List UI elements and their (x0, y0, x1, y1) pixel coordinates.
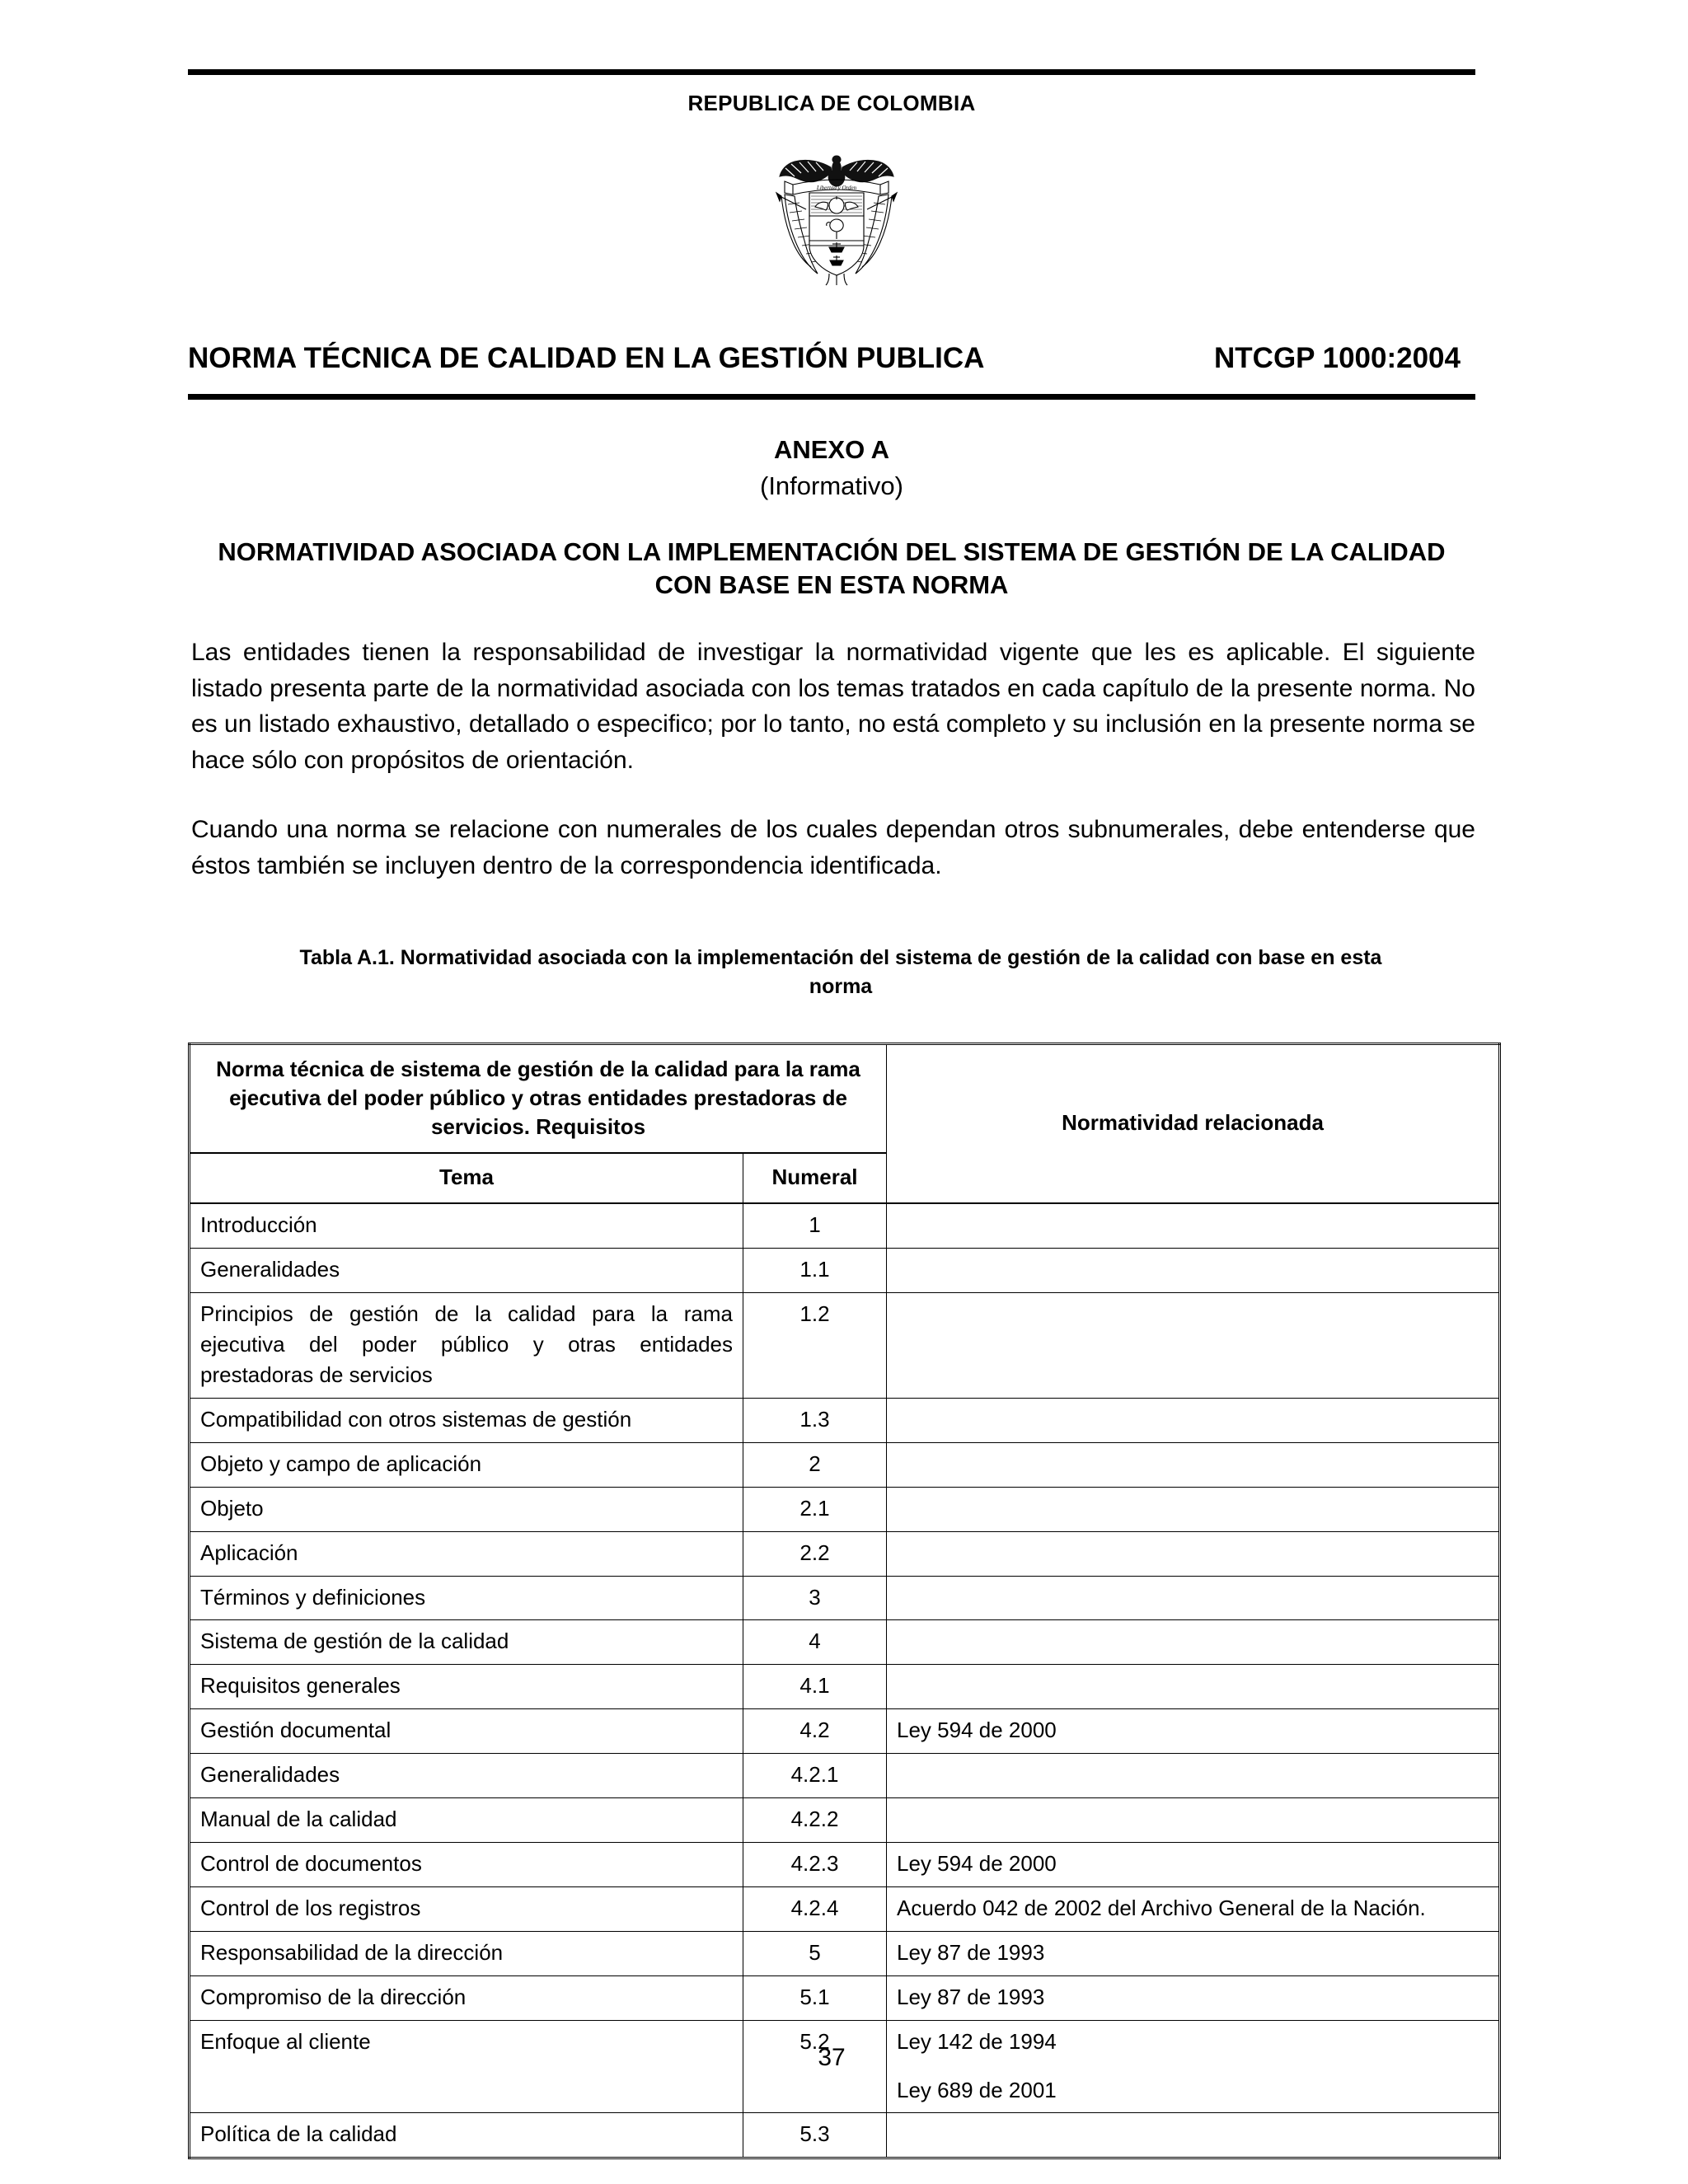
table-row (190, 1754, 1500, 1798)
annex-title: ANEXO A (773, 435, 890, 464)
cell-normatividad-relacionada (887, 2113, 1500, 2158)
cell-normatividad-relacionada (887, 1931, 1500, 1975)
table-row (190, 2113, 1500, 2158)
table-row (190, 1842, 1500, 1886)
cell-numeral: 2.1 (743, 1487, 887, 1531)
cell-normatividad-relacionada (887, 1709, 1500, 1754)
cell-normatividad-relacionada (887, 1975, 1500, 2020)
cell-normatividad-relacionada (887, 1203, 1500, 1248)
cell-tema: Sistema de gestión de la calidad (190, 1620, 743, 1665)
cell-numeral: 5 (743, 1931, 887, 1975)
cell-normatividad-relacionada (887, 1576, 1500, 1620)
table-row (190, 1576, 1500, 1620)
table-body (190, 1203, 1500, 2158)
page-number: 37 (818, 2044, 846, 2071)
cell-numeral: 2.2 (743, 1531, 887, 1576)
table-row (190, 1442, 1500, 1487)
annex-heading: NORMATIVIDAD ASOCIADA CON LA IMPLEMENTACIÓN DEL SISTEMA DE GESTIÓN DE LA CALIDAD CON BASE EN ESTA NORMA (218, 537, 1446, 599)
cell-tema: Términos y definiciones (190, 1576, 743, 1620)
table-row (190, 1886, 1500, 1931)
cell-numeral: 1 (743, 1203, 887, 1248)
cell-numeral: 5.3 (743, 2113, 887, 2158)
related-norm-line: Ley 594 de 2000 (897, 1718, 1057, 1743)
cell-numeral: 4.2.3 (743, 1842, 887, 1886)
cell-tema: Enfoque al cliente (190, 2020, 743, 2113)
cell-normatividad-relacionada (887, 1798, 1500, 1843)
table-row (190, 1293, 1500, 1399)
svg-text:Libertad y Orden: Libertad y Orden (816, 185, 857, 191)
cell-tema: Objeto y campo de aplicación (190, 1442, 743, 1487)
cell-numeral: 1.3 (743, 1398, 887, 1442)
related-norm-line: Ley 689 de 2001 (897, 2077, 1057, 2102)
intro-paragraph-1: Las entidades tienen la responsabilidad de investigar la normatividad vigente que les es aplicable. El siguiente listado presenta parte de la normatividad asociada con los temas tratados en cada capítulo de la presente norma. No es un listado exhaustivo, detallado o especifico; por lo tanto, no está completo y su inclusión en la presente norma se hace sólo con propósitos de orientación. (191, 639, 1475, 774)
document-title: NORMA TÉCNICA DE CALIDAD EN LA GESTIÓN PUBLICA (188, 342, 985, 374)
cell-numeral: 4.1 (743, 1665, 887, 1709)
table-row (190, 1203, 1500, 1248)
cell-tema: Manual de la calidad (190, 1798, 743, 1843)
table-header-related: Normatividad relacionada (887, 1044, 1500, 1204)
cell-numeral: 4.2.4 (743, 1886, 887, 1931)
cell-numeral: 1.2 (743, 1293, 887, 1399)
cell-tema: Requisitos generales (190, 1665, 743, 1709)
cell-numeral: 2 (743, 1442, 887, 1487)
cell-tema: Gestión documental (190, 1709, 743, 1754)
table-header-tema: Tema (190, 1153, 743, 1203)
table-head (190, 1044, 1500, 1204)
cell-tema: Principios de gestión de la calidad para la rama ejecutiva del poder público y otras entidades prestadoras de servicios (190, 1293, 743, 1399)
cell-numeral: 4.2 (743, 1709, 887, 1754)
title-bottom-rule (188, 394, 1475, 400)
republic-heading: REPUBLICA DE COLOMBIA (687, 91, 976, 115)
header-top-rule (188, 69, 1475, 75)
colombia-coat-of-arms-icon (758, 145, 915, 287)
table-header-row-main (190, 1044, 1500, 1154)
table-caption: Tabla A.1. Normatividad asociada con la implementación del sistema de gestión de la calidad con base en esta norma (299, 946, 1382, 998)
cell-tema: Control de los registros (190, 1886, 743, 1931)
table-row (190, 1487, 1500, 1531)
document-title-row (188, 342, 1475, 375)
intro-paragraph-2: Cuando una norma se relacione con numerales de los cuales dependan otros subnumerales, debe entenderse que éstos también se incluyen dentro de la correspondencia identificada. (191, 816, 1475, 879)
document-code: NTCGP 1000:2004 (1214, 342, 1461, 374)
cell-normatividad-relacionada (887, 1249, 1500, 1293)
cell-tema: Generalidades (190, 1754, 743, 1798)
table-row (190, 1249, 1500, 1293)
cell-normatividad-relacionada (887, 1665, 1500, 1709)
cell-numeral: 1.1 (743, 1249, 887, 1293)
cell-normatividad-relacionada (887, 1620, 1500, 1665)
cell-numeral: 5.1 (743, 1975, 887, 2020)
cell-normatividad-relacionada (887, 1531, 1500, 1576)
table-row (190, 1709, 1500, 1754)
cell-normatividad-relacionada (887, 1442, 1500, 1487)
related-norm-line: Ley 594 de 2000 (897, 1850, 1057, 1876)
cell-numeral: 5.2 (743, 2020, 887, 2113)
cell-numeral: 4.2.2 (743, 1798, 887, 1843)
cell-normatividad-relacionada (887, 1398, 1500, 1442)
cell-normatividad-relacionada (887, 1886, 1500, 1931)
cell-normatividad-relacionada (887, 1293, 1500, 1399)
cell-tema: Generalidades (190, 1249, 743, 1293)
annex-subtitle: (Informativo) (760, 471, 903, 500)
cell-tema: Compromiso de la dirección (190, 1975, 743, 2020)
related-norm-line: Acuerdo 042 de 2002 del Archivo General de la Nación. (897, 1895, 1426, 1920)
cell-numeral: 3 (743, 1576, 887, 1620)
cell-tema: Responsabilidad de la dirección (190, 1931, 743, 1975)
normativity-table-wrapper (188, 1043, 1498, 2159)
cell-tema: Compatibilidad con otros sistemas de gestión (190, 1398, 743, 1442)
cell-tema: Control de documentos (190, 1842, 743, 1886)
cell-normatividad-relacionada (887, 1754, 1500, 1798)
table-row (190, 1665, 1500, 1709)
table-header-norm: Norma técnica de sistema de gestión de la calidad para la rama ejecutiva del poder público y otras entidades prestadoras de servicios. Requisitos (190, 1044, 887, 1154)
table-row (190, 1531, 1500, 1576)
table-row (190, 1975, 1500, 2020)
cell-tema: Introducción (190, 1203, 743, 1248)
normativity-table (188, 1043, 1501, 2159)
table-row (190, 1398, 1500, 1442)
related-norm-line: Ley 142 de 1994 (897, 2028, 1057, 2054)
related-norm-line: Ley 87 de 1993 (897, 1984, 1045, 2009)
cell-normatividad-relacionada (887, 1487, 1500, 1531)
table-row (190, 1931, 1500, 1975)
related-norm-line: Ley 87 de 1993 (897, 1939, 1045, 1965)
table-row (190, 1620, 1500, 1665)
cell-tema: Política de la calidad (190, 2113, 743, 2158)
cell-numeral: 4 (743, 1620, 887, 1665)
cell-tema: Objeto (190, 1487, 743, 1531)
cell-numeral: 4.2.1 (743, 1754, 887, 1798)
table-header-numeral: Numeral (743, 1153, 887, 1203)
cell-tema: Aplicación (190, 1531, 743, 1576)
table-row (190, 1798, 1500, 1843)
cell-normatividad-relacionada (887, 1842, 1500, 1886)
